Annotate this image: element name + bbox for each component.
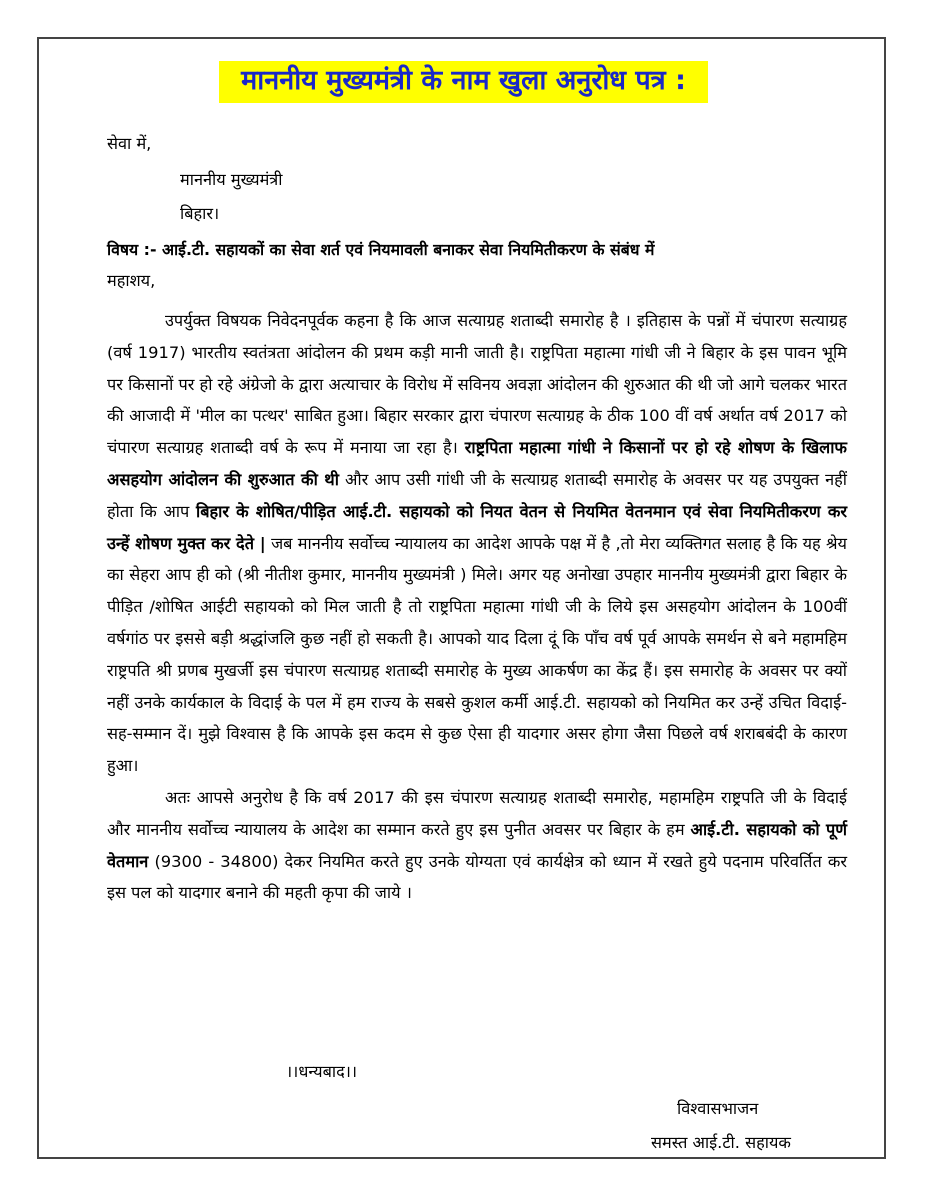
- paragraph-1-text-3: जब माननीय सर्वोच्च न्यायालय का आदेश आपके पक्ष में है ,तो मेरा व्यक्तिगत सलाह है कि यह श्रेय का सेहरा आप ही को (श्री नीतीश कुमार, माननीय मुख्यमंत्री ) मिले। अगर यह अनोखा उपहार माननीय मुख्यमंत्री द्वारा बिहार के पीड़ित /शोषित आईटी सहायको को मिल जाती है तो राष्ट्रपिता महात्मा गांधी जी के लिये इस असहयोग आंदोलन के 100वीं वर्षगांठ पर इससे बड़ी श्रद्धांजलि कुछ नहीं हो सकती है। आपको याद दिला दूं कि पाँच वर्ष पूर्व आपके समर्थन से बने महामहिम राष्ट्रपति श्री प्रणब मुखर्जी इस चंपारण सत्याग्रह शताब्दी समारोह के मुख्य आकर्षण का केंद्र हैं। इस समारोह के अवसर पर क्यों नहीं उनके कार्यकाल के विदाई के पल में हम राज्य के सबसे कुशल कर्मी आई.टी. सहायको को नियमित कर उन्हें उचित विदाई-सह-सम्मान दें। मुझे विश्वास है कि आपके इस कदम से कुछ ऐसा ही यादगार असर होगा जैसा पिछले वर्ष शराबबंदी के कारण हुआ।: [107, 533, 847, 776]
- title-container: [0, 61, 927, 103]
- paragraph-1-bold-1: राष्ट्रपिता महात्मा गांधी ने किसानों पर हो रहे शोषण के खिलाफ असहयोग आंदोलन की शुरुआत की थी: [107, 438, 847, 489]
- body-paragraph-2: [107, 782, 847, 909]
- subject-line: विषय :- आई.टी. सहायकों का सेवा शर्त एवं नियमावली बनाकर सेवा नियमितीकरण के संबंध में: [107, 240, 655, 259]
- greeting: महाशय,: [107, 271, 156, 290]
- letter-body: [107, 305, 847, 909]
- thanks-line: ।।धन्यबाद।।: [286, 1062, 358, 1081]
- addressee: माननीय मुख्यमंत्री: [180, 170, 283, 189]
- paragraph-2-text-1: अतः आपसे अनुरोध है कि वर्ष 2017 की इस चंपारण सत्याग्रह शताब्दी समारोह, महामहिम राष्ट्रपति जी के विदाई और माननीय सर्वोच्च न्यायालय के आदेश का सम्मान करते हुए इस पुनीत अवसर पर बिहार के हम: [107, 787, 847, 839]
- salutation: सेवा में,: [107, 134, 152, 153]
- signatory: समस्त आई.टी. सहायक: [651, 1133, 791, 1152]
- paragraph-1-text-2: और आप उसी गांधी जी के सत्याग्रह शताब्दी समारोह के अवसर पर यह उपयुक्त नहीं होता कि आप: [107, 469, 847, 521]
- paragraph-2-text-2: (9300 - 34800) देकर नियमित करते हुए उनके योग्यता एवं कार्यक्षेत्र को ध्यान में रखते हुये पदनाम परिवर्तित कर इस पल को यादगार बनाने की महती कृपा की जाये ।: [107, 851, 847, 903]
- sign-off: विश्वासभाजन: [677, 1099, 759, 1118]
- paragraph-1-text-1: उपर्युक्त विषयक निवेदनपूर्वक कहना है कि आज सत्याग्रह शताब्दी समारोह है । इतिहास के पन्नों में चंपारण सत्याग्रह (वर्ष 1917) भारतीय स्वतंत्रता आंदोलन की प्रथम कड़ी मानी जाती है। राष्ट्रपिता महात्मा गांधी जी ने बिहार के इस पावन भूमि पर किसानों पर हो रहे अंग्रेजो के द्वारा अत्याचार के विरोध में सविनय अवज्ञा आंदोलन की शुरुआत की थी जो आगे चलकर भारत की आजादी में 'मील का पत्थर' साबित हुआ। बिहार सरकार द्वारा चंपारण सत्याग्रह के ठीक 100 वीं वर्ष अर्थात वर्ष 2017 को चंपारण सत्याग्रह शताब्दी वर्ष के रूप में मनाया जा रहा है।: [107, 311, 847, 458]
- body-paragraph-1: [107, 305, 847, 782]
- paragraph-1-bold-2: बिहार के शोषित/पीड़ित आई.टी. सहायको को नियत वेतन से नियमित वेतनमान एवं सेवा नियमितीकरण कर उन्हें शोषण मुक्त कर देते |: [107, 501, 847, 553]
- addressee-state: बिहार।: [180, 204, 220, 223]
- paragraph-2-bold-1: आई.टी. सहायको को पूर्ण वेतमान: [107, 819, 847, 871]
- letter-title: माननीय मुख्यमंत्री के नाम खुला अनुरोध पत्र :: [219, 61, 708, 103]
